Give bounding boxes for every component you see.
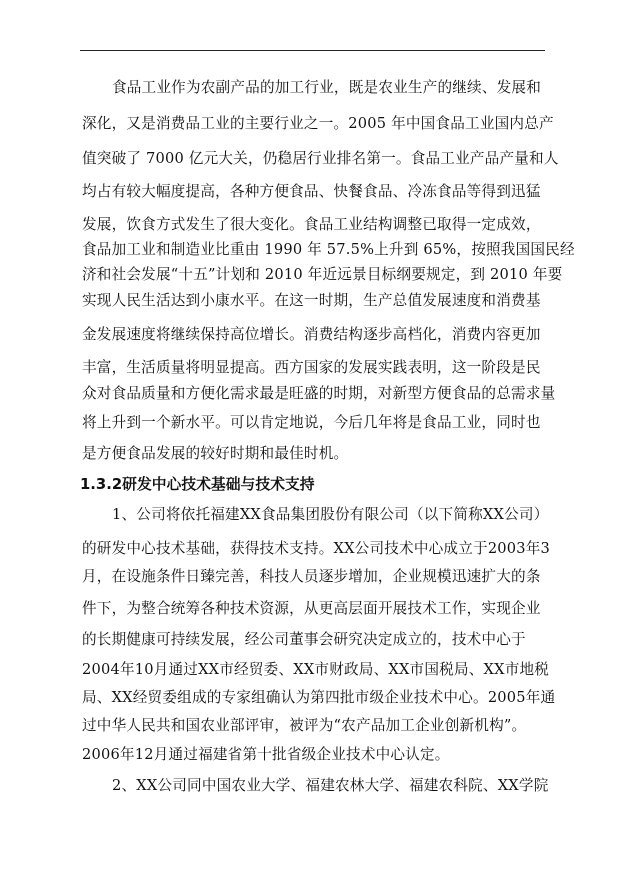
paragraph-line: 月，在设施条件日臻完善，科技人员逐步增加，企业规模迅速扩大的条	[82, 568, 541, 585]
paragraph-line: 食品加工业和制造业比重由 1990 年 57.5%上升到 65%，按照我国国民经	[82, 241, 575, 258]
paragraph-line: 金发展速度将继续保持高位增长。消费结构逐步高档化，消费内容更加	[82, 326, 541, 343]
paragraph-line: 深化，又是消费品工业的主要行业之一。2005 年中国食品工业国内总产	[82, 115, 554, 132]
paragraph-line: 2、XX公司同中国农业大学、福建农林大学、福建农科院、XX学院	[112, 777, 549, 794]
paragraph-line: 的长期健康可持续发展，经公司董事会研究决定成立的，技术中心于	[82, 631, 526, 648]
paragraph-line: 发展，饮食方式发生了很大变化。食品工业结构调整已取得一定成效，	[82, 216, 541, 233]
header-rule	[80, 50, 545, 51]
paragraph-line: 众对食品质量和方便化需求最是旺盛的时期，对新型方便食品的总需求量	[82, 385, 556, 402]
paragraph-line: 将上升到一个新水平。可以肯定地说，今后几年将是食品工业，同时也	[82, 414, 541, 431]
section-heading	[80, 475, 315, 495]
paragraph-line: 2004年10月通过XX市经贸委、XX市财政局、XX市国税局、XX市地税	[82, 661, 550, 678]
paragraph-line: 均占有较大幅度提高，各种方便食品、快餐食品、冷冻食品等得到迅猛	[82, 183, 541, 200]
paragraph-line: 过中华人民共和国农业部评审，被评为“农产品加工企业创新机构”。	[82, 717, 527, 734]
paragraph-line: 食品工业作为农副产品的加工行业，既是农业生产的继续、发展和	[112, 79, 542, 96]
paragraph-line: 1、公司将依托福建XX食品集团股份有限公司（以下简称XX公司）	[112, 506, 549, 523]
section-number: 1.3.2	[80, 476, 123, 493]
paragraph-line: 的研发中心技术基础，获得技术支持。XX公司技术中心成立于2003年3	[82, 540, 551, 557]
paragraph-line: 件下，为整合统筹各种技术资源，从更高层面开展技术工作，实现企业	[82, 600, 541, 617]
paragraph-line: 局、XX经贸委组成的专家组确认为第四批市级企业技术中心。2005年通	[82, 689, 556, 706]
paragraph-line: 值突破了 7000 亿元大关，仍稳居行业排名第一。食品工业产品产量和人	[82, 150, 559, 167]
paragraph-line: 丰富，生活质量将明显提高。西方国家的发展实践表明，这一阶段是民	[82, 359, 541, 376]
paragraph-line: 实现人民生活达到小康水平。在这一时期，生产总值发展速度和消费基	[82, 292, 541, 309]
paragraph-line: 济和社会发展“十五”计划和 2010 年近远景目标纲要规定，到 2010 年要	[82, 266, 563, 283]
paragraph-line: 2006年12月通过福建省第十批省级企业技术中心认定。	[82, 746, 450, 763]
section-title: 研发中心技术基础与技术支持	[122, 476, 315, 493]
paragraph-line: 是方便食品发展的较好时期和最佳时机。	[82, 445, 349, 462]
